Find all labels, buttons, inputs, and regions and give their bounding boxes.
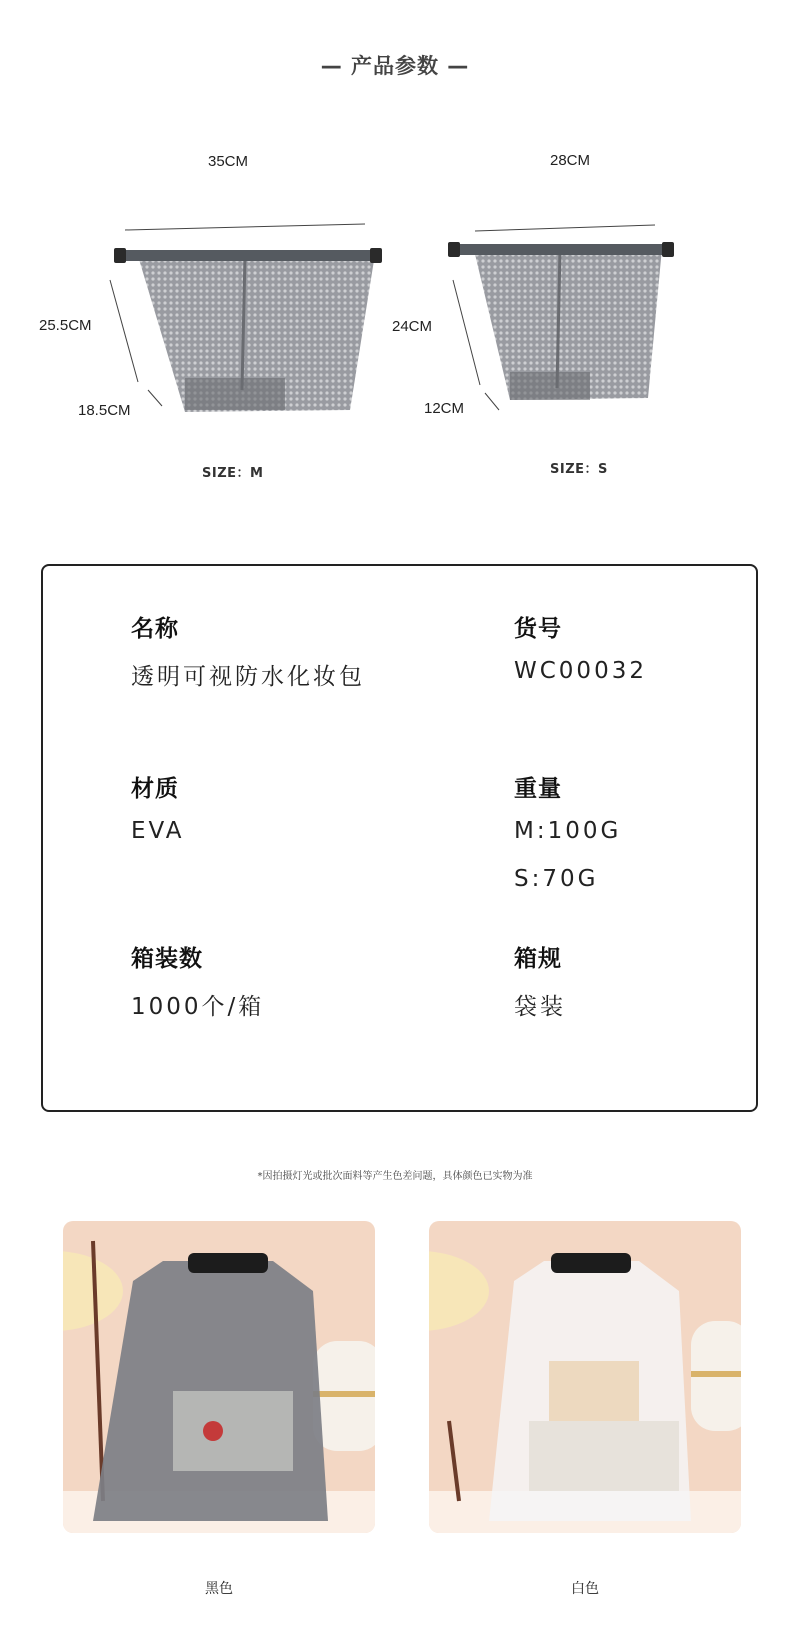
m-size-label: SIZE：M bbox=[202, 466, 264, 481]
s-size-label: SIZE：S bbox=[550, 462, 608, 477]
packing-value: 袋装 bbox=[514, 994, 566, 1020]
material-value: EVA bbox=[131, 818, 185, 844]
name-label: 名称 bbox=[131, 616, 179, 642]
sku-value: WC00032 bbox=[514, 658, 647, 684]
m-depth-label: 18.5CM bbox=[78, 402, 131, 419]
size-m-diagram bbox=[30, 150, 390, 500]
white-bag-photo bbox=[429, 1221, 741, 1533]
weight-s-value: S:70G bbox=[514, 866, 599, 892]
weight-m-value: M:100G bbox=[514, 818, 622, 844]
color-disclaimer: *因拍摄灯光或批次面料等产生色差问题，具体颜色已实物为准 bbox=[257, 1171, 533, 1182]
bag-s-illustration bbox=[390, 150, 770, 500]
weight-label: 重量 bbox=[514, 776, 562, 802]
s-height-label: 24CM bbox=[392, 318, 433, 335]
carton-qty-label: 箱装数 bbox=[131, 946, 203, 972]
black-caption: 黑色 bbox=[205, 1581, 233, 1597]
m-width-label: 35CM bbox=[208, 153, 249, 170]
white-caption: 白色 bbox=[571, 1581, 599, 1597]
black-bag-photo bbox=[63, 1221, 375, 1533]
packing-label: 箱规 bbox=[514, 946, 562, 972]
m-height-label: 25.5CM bbox=[39, 317, 92, 334]
s-width-label: 28CM bbox=[550, 152, 591, 169]
material-label: 材质 bbox=[131, 776, 179, 802]
name-value: 透明可视防水化妆包 bbox=[131, 664, 365, 690]
sku-label: 货号 bbox=[514, 616, 562, 642]
carton-qty-value: 1000个/箱 bbox=[131, 994, 265, 1020]
spec-table bbox=[41, 564, 758, 1112]
section-title: — 产品参数 — bbox=[320, 54, 470, 78]
s-depth-label: 12CM bbox=[424, 400, 465, 417]
size-s-diagram bbox=[390, 150, 770, 500]
